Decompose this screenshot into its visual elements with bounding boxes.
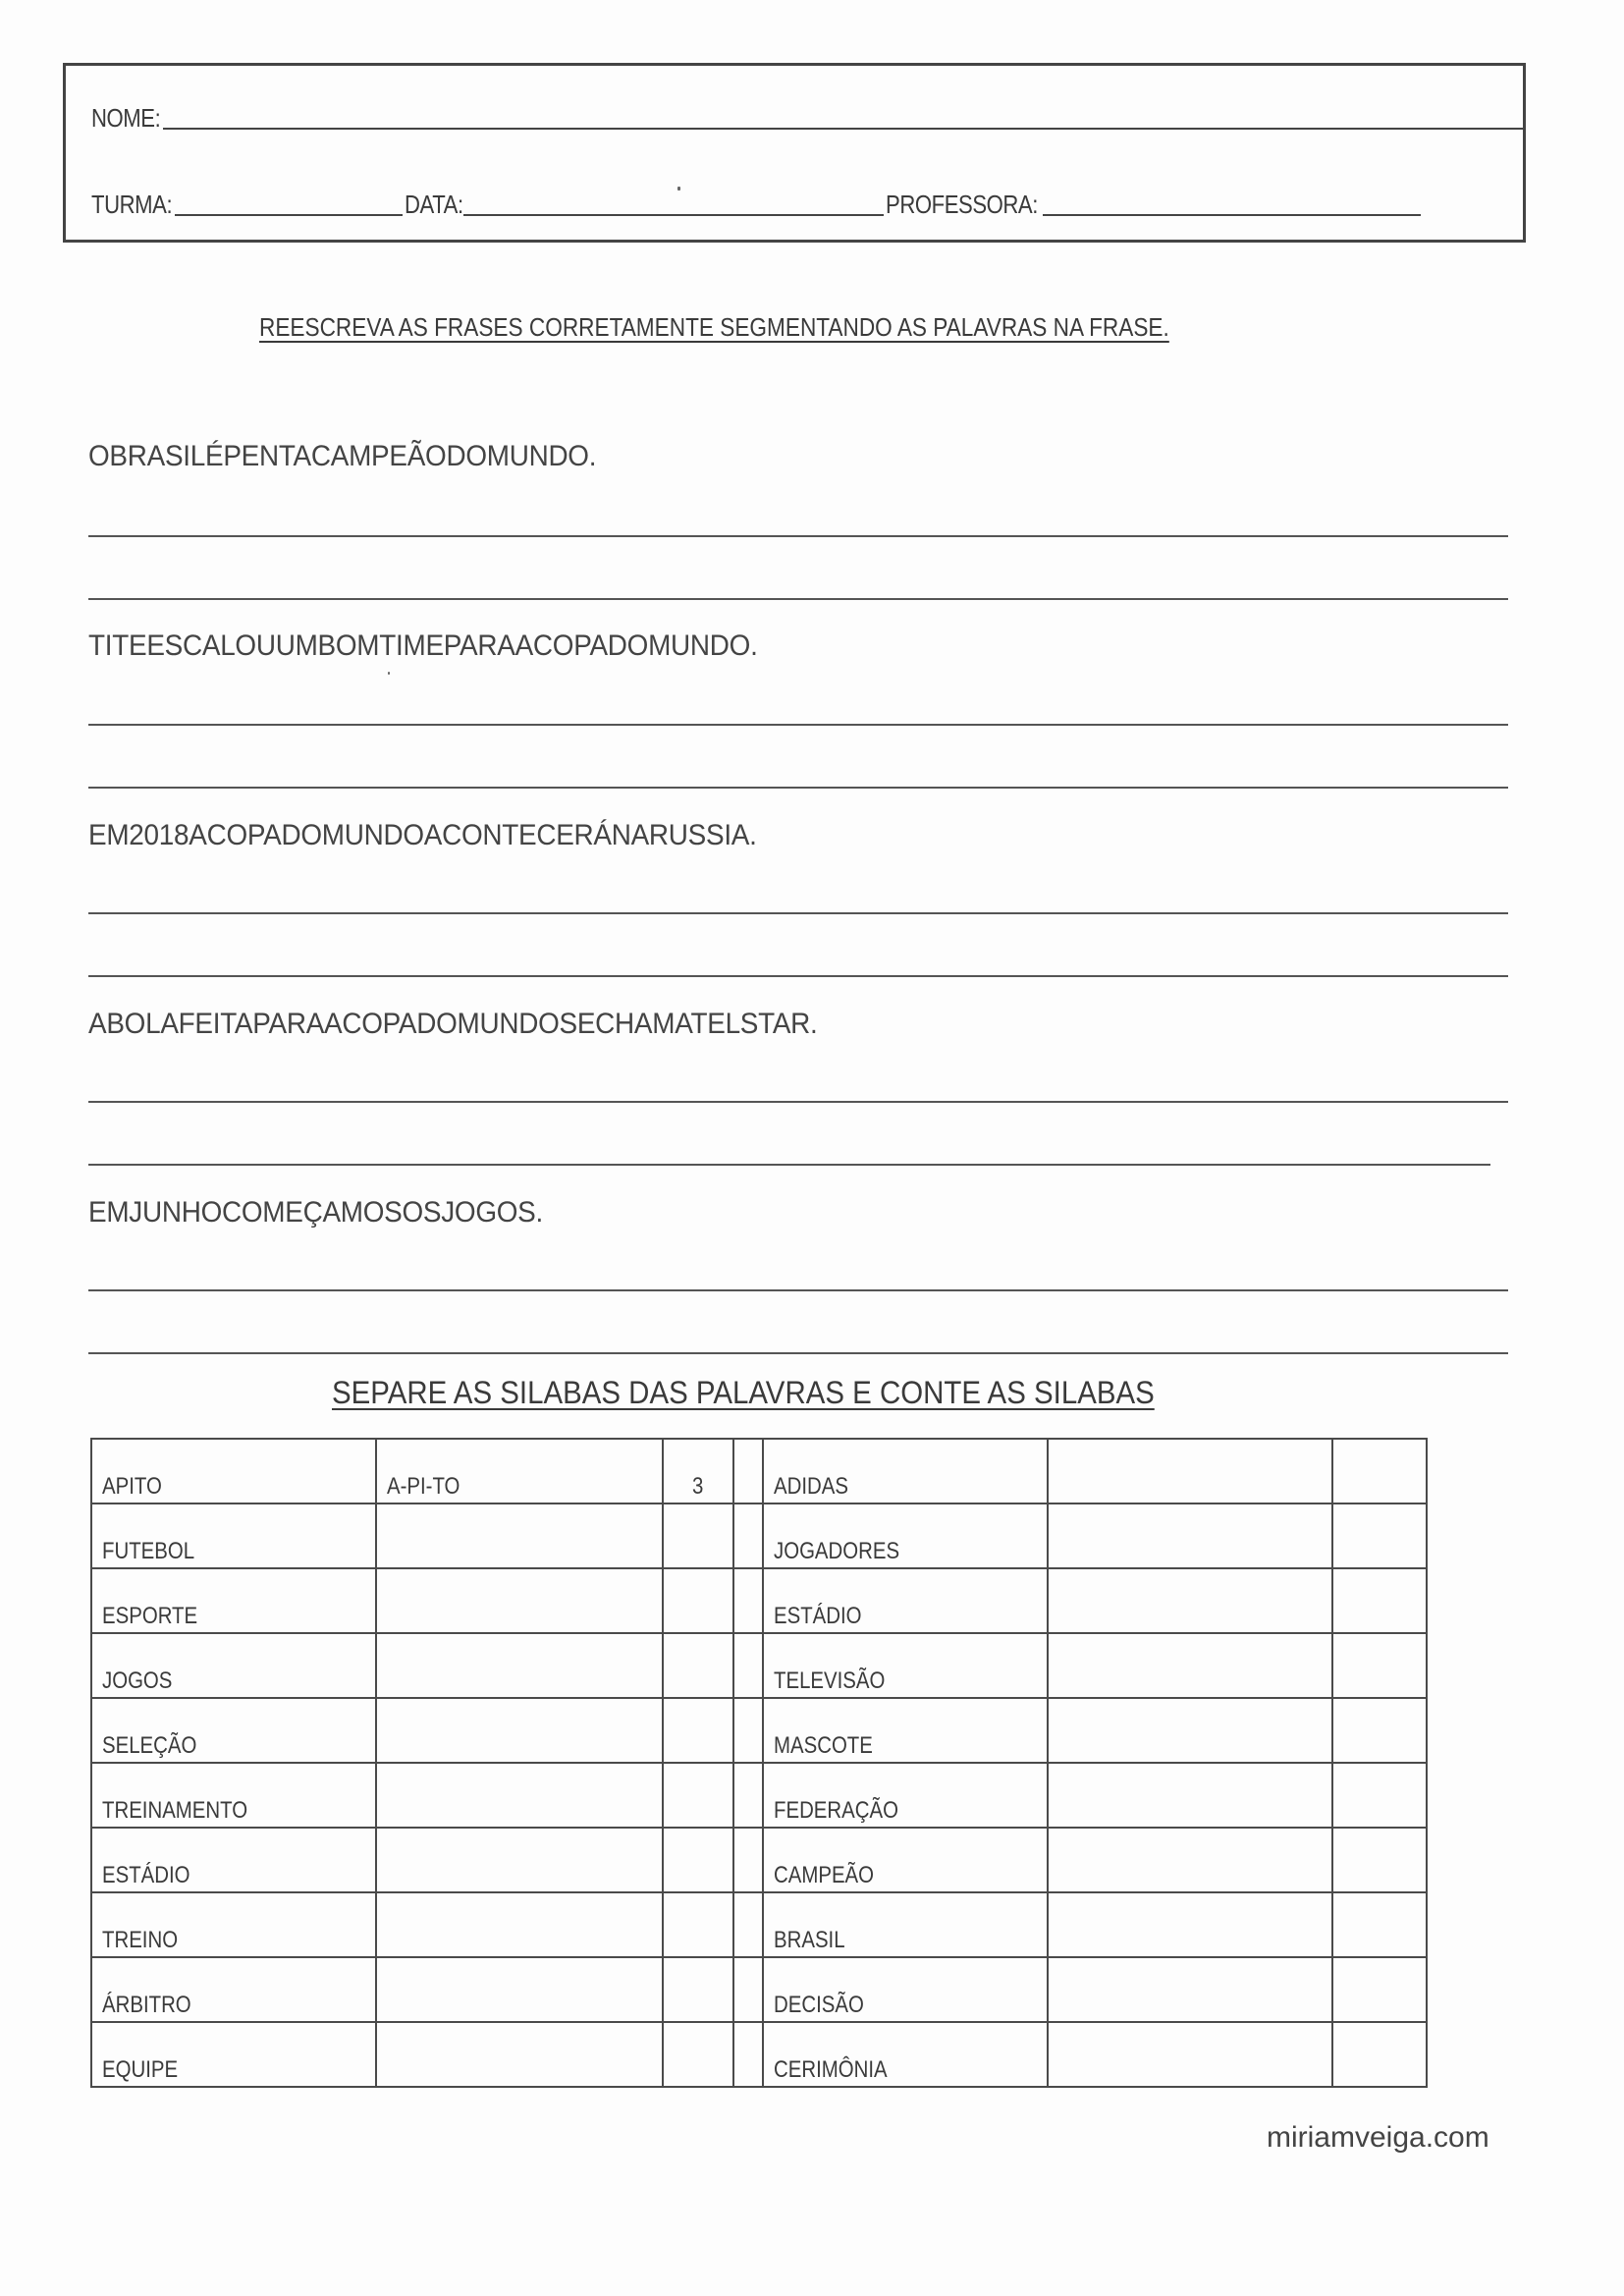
left-count-cell[interactable] (663, 1633, 733, 1698)
left-syllables-cell[interactable] (376, 1568, 663, 1633)
gap-cell (733, 1698, 763, 1763)
answer-line[interactable] (88, 1101, 1508, 1103)
answer-line[interactable] (88, 1164, 1490, 1166)
left-syllables-cell[interactable] (376, 1957, 663, 2022)
left-word-cell (91, 1439, 376, 1503)
right-word-cell (763, 1568, 1048, 1633)
section2-instruction: SEPARE AS SILABAS DAS PALAVRAS E CONTE AS SILABAS (332, 1375, 1155, 1410)
nome-field[interactable] (163, 128, 1523, 130)
right-word-text: JOGADORES (774, 1538, 900, 1564)
right-count-cell[interactable] (1332, 1957, 1427, 2022)
professora-label: PROFESSORA: (885, 190, 1038, 219)
left-word-text: FUTEBOL (102, 1538, 195, 1564)
right-count-cell[interactable] (1332, 1763, 1427, 1828)
left-word-cell (91, 1828, 376, 1892)
gap-cell (733, 1633, 763, 1698)
gap-cell (733, 1763, 763, 1828)
scrambled-sentence-4: ABOLAFEITAPARAACOPADOMUNDOSECHAMATELSTAR. (88, 1008, 818, 1040)
scrambled-sentence-5: EMJUNHOCOMEÇAMOSOSJOGOS. (88, 1196, 543, 1229)
turma-label: TURMA: (91, 190, 173, 219)
table-row (91, 1568, 1427, 1633)
table-row (91, 1957, 1427, 2022)
scrambled-sentence-3: EM2018ACOPADOMUNDOACONTECERÁNARUSSIA. (88, 819, 757, 851)
left-word-text: APITO (102, 1473, 162, 1500)
left-word-text: ÁRBITRO (102, 1992, 191, 2018)
right-word-cell (763, 1633, 1048, 1698)
answer-line[interactable] (88, 598, 1508, 600)
left-word-cell (91, 1698, 376, 1763)
left-word-cell (91, 1763, 376, 1828)
table-row (91, 1763, 1427, 1828)
turma-field[interactable] (175, 214, 403, 216)
answer-line[interactable] (88, 724, 1508, 726)
right-word-text: CERIMÔNIA (774, 2056, 888, 2083)
answer-line[interactable] (88, 787, 1508, 789)
section1-instruction: REESCREVA AS FRASES CORRETAMENTE SEGMENTANDO AS PALAVRAS NA FRASE. (259, 312, 1169, 342)
left-word-text: JOGOS (102, 1667, 173, 1694)
right-word-cell (763, 2022, 1048, 2087)
table-row (91, 1698, 1427, 1763)
left-syllables-cell[interactable] (376, 1892, 663, 1957)
student-info-box (63, 63, 1526, 243)
info-row (91, 190, 1421, 220)
answer-line[interactable] (88, 975, 1508, 977)
right-word-cell (763, 1892, 1048, 1957)
left-word-text: EQUIPE (102, 2056, 179, 2083)
nome-row (91, 103, 1523, 134)
right-syllables-cell[interactable] (1048, 1763, 1332, 1828)
left-word-cell (91, 1633, 376, 1698)
answer-line[interactable] (88, 1289, 1508, 1291)
left-count-cell[interactable] (663, 1892, 733, 1957)
professora-field[interactable] (1043, 214, 1421, 216)
left-word-cell (91, 2022, 376, 2087)
left-syllables-text: A-PI-TO (387, 1473, 460, 1500)
table-row (91, 1828, 1427, 1892)
nome-label: NOME: (91, 103, 161, 133)
left-word-cell (91, 1892, 376, 1957)
left-word-text: TREINAMENTO (102, 1797, 248, 1824)
right-syllables-cell[interactable] (1048, 1828, 1332, 1892)
left-word-text: SELEÇÃO (102, 1732, 197, 1759)
gap-cell (733, 1503, 763, 1568)
left-word-text: TREINO (102, 1927, 179, 1953)
scan-speck (388, 672, 390, 675)
left-word-cell (91, 1503, 376, 1568)
right-count-cell[interactable] (1332, 1503, 1427, 1568)
table-row (91, 1633, 1427, 1698)
table-row (91, 1439, 1427, 1503)
right-count-cell[interactable] (1332, 1698, 1427, 1763)
data-field[interactable] (463, 214, 884, 216)
right-word-text: CAMPEÃO (774, 1862, 875, 1888)
right-count-cell[interactable] (1332, 1568, 1427, 1633)
right-word-cell (763, 1828, 1048, 1892)
right-syllables-cell[interactable] (1048, 1439, 1332, 1503)
right-syllables-cell[interactable] (1048, 1892, 1332, 1957)
right-word-text: MASCOTE (774, 1732, 873, 1759)
gap-cell (733, 1828, 763, 1892)
left-syllables-cell[interactable] (376, 1828, 663, 1892)
left-syllables-cell[interactable] (376, 1503, 663, 1568)
left-word-cell (91, 1568, 376, 1633)
website-credit: miriamveiga.com (1267, 2121, 1489, 2154)
right-count-cell[interactable] (1332, 1828, 1427, 1892)
left-count-cell[interactable] (663, 1568, 733, 1633)
left-syllables-cell[interactable] (376, 1698, 663, 1763)
table-row (91, 1503, 1427, 1568)
left-count-cell[interactable] (663, 1828, 733, 1892)
scrambled-sentence-2: TITEESCALOUUMBOMTIMEPARAACOPADOMUNDO. (88, 629, 758, 662)
left-count-text: 3 (692, 1473, 704, 1500)
left-count-cell[interactable] (663, 1957, 733, 2022)
answer-line[interactable] (88, 535, 1508, 537)
right-syllables-cell[interactable] (1048, 1568, 1332, 1633)
right-count-cell[interactable] (1332, 2022, 1427, 2087)
right-word-text: BRASIL (774, 1927, 845, 1953)
answer-line[interactable] (88, 912, 1508, 914)
table-row (91, 1892, 1427, 1957)
gap-cell (733, 1568, 763, 1633)
right-syllables-cell[interactable] (1048, 2022, 1332, 2087)
left-count-cell[interactable] (663, 2022, 733, 2087)
left-word-text: ESPORTE (102, 1603, 198, 1629)
right-word-text: ADIDAS (774, 1473, 848, 1500)
right-word-cell (763, 1957, 1048, 2022)
left-syllables-cell[interactable] (376, 2022, 663, 2087)
syllable-table (90, 1438, 1428, 2088)
right-word-text: DECISÃO (774, 1992, 864, 2018)
left-syllables-cell[interactable] (376, 1633, 663, 1698)
left-word-cell (91, 1957, 376, 2022)
scan-speck (677, 187, 680, 191)
left-syllables-cell[interactable] (376, 1763, 663, 1828)
right-count-cell[interactable] (1332, 1892, 1427, 1957)
left-count-cell[interactable] (663, 1439, 733, 1503)
scrambled-sentence-1: OBRASILÉPENTACAMPEÃODOMUNDO. (88, 440, 597, 472)
right-syllables-cell[interactable] (1048, 1698, 1332, 1763)
answer-line[interactable] (88, 1352, 1508, 1354)
left-count-cell[interactable] (663, 1698, 733, 1763)
right-count-cell[interactable] (1332, 1439, 1427, 1503)
right-word-text: TELEVISÃO (774, 1667, 886, 1694)
right-syllables-cell[interactable] (1048, 1957, 1332, 2022)
right-word-cell (763, 1763, 1048, 1828)
gap-cell (733, 2022, 763, 2087)
left-count-cell[interactable] (663, 1503, 733, 1568)
data-label: DATA: (404, 190, 463, 219)
left-word-text: ESTÁDIO (102, 1862, 190, 1888)
right-syllables-cell[interactable] (1048, 1633, 1332, 1698)
left-count-cell[interactable] (663, 1763, 733, 1828)
right-syllables-cell[interactable] (1048, 1503, 1332, 1568)
right-word-text: FEDERAÇÃO (774, 1797, 898, 1824)
gap-cell (733, 1957, 763, 2022)
right-word-cell (763, 1439, 1048, 1503)
right-word-cell (763, 1698, 1048, 1763)
right-word-text: ESTÁDIO (774, 1603, 862, 1629)
gap-cell (733, 1439, 763, 1503)
table-row (91, 2022, 1427, 2087)
gap-cell (733, 1892, 763, 1957)
right-word-cell (763, 1503, 1048, 1568)
right-count-cell[interactable] (1332, 1633, 1427, 1698)
left-syllables-cell[interactable] (376, 1439, 663, 1503)
